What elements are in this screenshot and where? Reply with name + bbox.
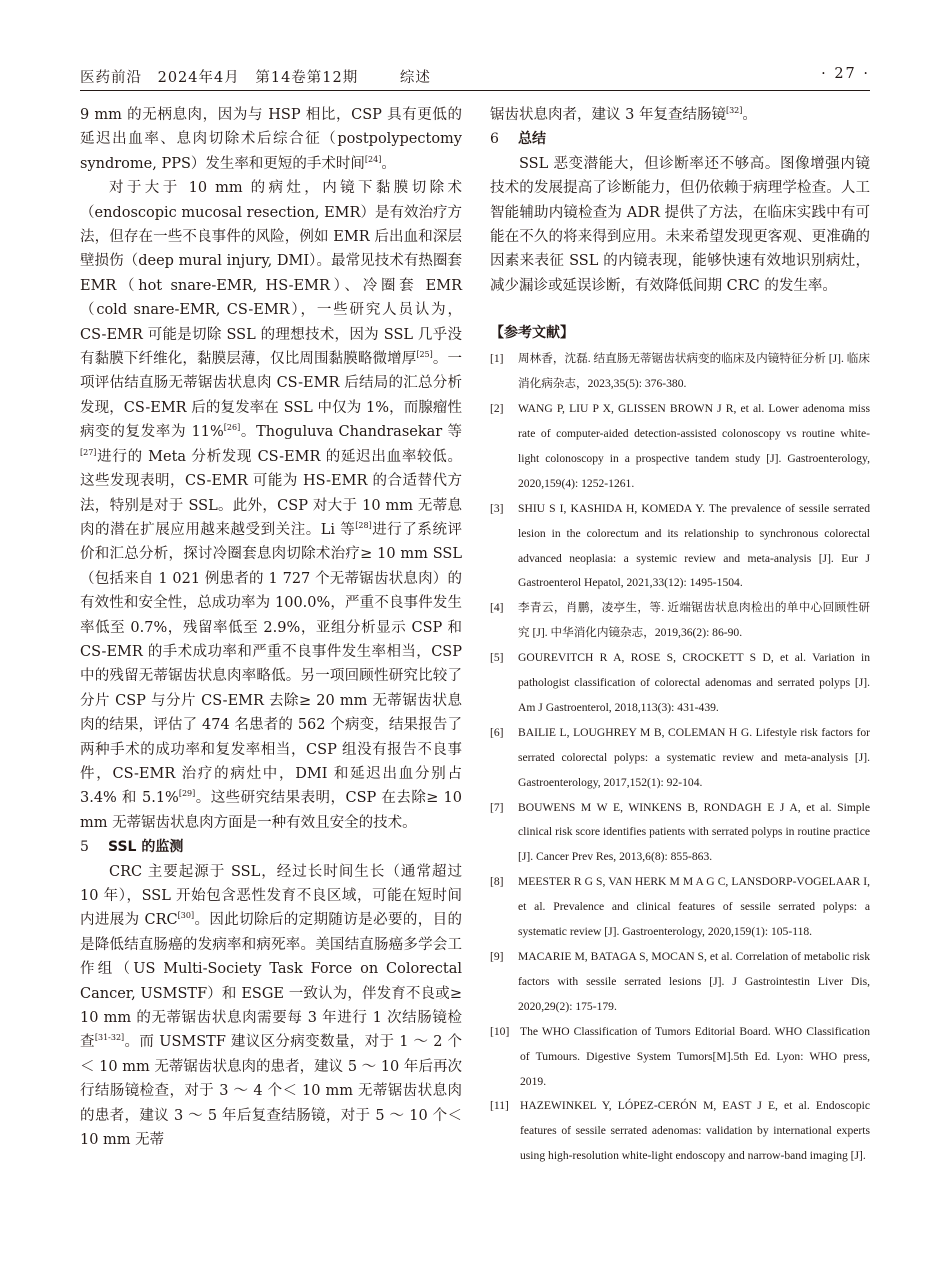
left-column [80,103,462,1152]
citation-marker: [32] [725,106,743,115]
reference-text: SHIU S I, KASHIDA H, KOMEDA Y. The prevalence of sessile serrated lesion in the colorectum and its relationship to synchronous colorectal advanced neoplasia: a systemic review and meta-analysis [J]. Eur J Gastroenterol Hepatol, 2021,33(12): 1495-1504. [518,501,870,590]
reference-text: HAZEWINKEL Y, LÓPEZ-CERÓN M, EAST J E, et al. Endoscopic features of sessile serrated adenomas: validation by international experts using high-resolution white-light endoscopy and narrow-band imaging [J]. [520,1099,870,1163]
body-paragraph [80,103,462,176]
text-run: 。这些研究结果表明，CSP 在去除≥ 10 mm 无蒂锯齿状息肉方面是一种有效且安全的技术。 [80,790,462,831]
issue-date: 2024年4月 [157,70,240,86]
body-paragraph [80,176,462,835]
reference-entry [490,596,870,646]
reference-text: 周林香，沈磊. 结直肠无蒂锯齿状病变的临床及内镜特征分析 [J]. 临床消化病杂志，2023,35(5): 376-380. [518,352,870,391]
text-run: 对于大于 10 mm 的病灶，内镜下黏膜切除术（endoscopic mucosal resection, EMR）是有效治疗方法，但存在一些不良事件的风险，例如 EMR 后出血和深层壁损伤（deep mural injury, DMI）。最常见技术有热圈套 EMR（hot snare-EMR, HS-EMR）、冷圈套 EMR（cold snare-EMR, CS-EMR），一些研究人员认为，CS-EMR 可能是切除 SSL 的理想技术，因为 SSL 几乎没有黏膜下纤维化，黏膜层薄，仅比周围黏膜略微增厚 [80,180,462,368]
reference-entry [490,1020,870,1095]
text-run: 。 [742,107,757,123]
reference-number: [11] [490,1099,509,1113]
citation-marker: [31-32] [94,1033,125,1043]
text-run: 。而 USMSTF 建议区分病变数量，对于 1 ～ 2 个＜ 10 mm 无蒂锯齿状息肉的患者，建议 5 ～ 10 年后再次行结肠镜检查，对于 3 ～ 4 个＜ 10 mm 无蒂锯齿状息肉的患者，建议 3 ～ 5 年后复查结肠镜，对于 5 ～ 10 个＜ 10 mm 无蒂 [80,1034,462,1149]
text-run: 9 mm 的无柄息肉，因为与 HSP 相比，CSP 具有更低的延迟出血率、息肉切除术后综合征（postpolypectomy syndrome, PPS）发生率和更短的手术时间 [80,107,462,172]
volume-issue: 第14卷第12期 [255,70,359,86]
reference-entry [490,945,870,1020]
reference-text: GOUREVITCH R A, ROSE S, CROCKETT S D, et al. Variation in pathologist classification of colorectal adenomas and serrated polyps [J]. Am J Gastroenterol, 2018,113(3): 431-439. [518,651,870,714]
citation-marker: [25] [416,350,433,360]
running-header [80,60,870,91]
citation-marker: [24] [364,154,382,164]
reference-entry [490,646,870,721]
reference-entry [490,796,870,871]
text-run: 。Thoguluva Chandrasekar 等 [240,424,462,441]
reference-number: [3] [490,501,504,515]
reference-text: MACARIE M, BATAGA S, MOCAN S, et al. Correlation of metabolic risk factors with sessile serrated lesions [J]. J Gastrointestin Liver Dis, 2020,29(2): 175-179. [518,950,870,1013]
citation-marker: [30] [177,911,195,921]
text-run: 。 [381,155,396,172]
section-heading [490,127,870,151]
reference-text: 李青云，肖鹏，凌亭生，等. 近端锯齿状息肉检出的单中心回顾性研究 [J]. 中华消化内镜杂志，2019,36(2): 86-90. [518,601,870,640]
body-paragraph [490,152,870,298]
reference-text: MEESTER R G S, VAN HERK M M A G C, LANSDORP-VOGELAAR I, et al. Prevalence and clinical features of sessile serrated polyps: a systematic review [J]. Gastroenterology, 2020,159(1): 105-118. [518,875,870,939]
text-run: CRC 主要起源于 SSL，经过长时间生长（通常超过 10 年），SSL 开始包含恶性发育不良区域，可能在短时间内进展为 CRC [80,863,462,929]
reference-text: BAILIE L, LOUGHREY M B, COLEMAN H G. Lifestyle risk factors for serrated colorectal polyps: a systematic review and meta-analysis [J]. Gastroenterology, 2017,152(1): 92-104. [518,725,870,789]
citation-marker: [28] [355,520,372,530]
right-column [490,103,870,1169]
citation-marker: [27] [80,447,97,457]
citation-marker: [29] [178,789,196,799]
section-number: 6 [490,131,499,148]
reference-number: [10] [490,1024,510,1038]
reference-entry [490,1094,870,1169]
section-heading [80,835,462,859]
section-number: 5 [80,839,89,856]
reference-entry [490,347,870,397]
reference-number: [4] [490,601,504,615]
reference-number: [8] [490,875,504,889]
text-run: 。因此切除后的定期随访是必要的，目的是降低结直肠癌的发病率和病死率。美国结直肠癌多学会工作组（US Multi-Society Task Force on Colorectal Cancer, USMSTF）和 ESGE 一致认为，伴发育不良或≥ 10 mm 的无蒂锯齿状息肉需要每 3 年进行 1 次结肠镜检查 [80,912,463,1051]
page-number: · 27 · [821,66,870,82]
text-run: 进行了系统评价和汇总分析，探讨冷圈套息肉切除术治疗≥ 10 mm SSL（包括来自 1 021 例患者的 1 727 个无蒂锯齿状息肉）的有效性和安全性，总成功率为 100.0%，严重不良事件发生率低至 0.7%，残留率低至 2.9%，亚组分析显示 CSP 和 CS-EMR 的手术成功率和严重不良事件发生率相当，CSP 中的残留无蒂锯齿状息肉率略低。另一项回顾性研究比较了分片 CSP 与分片 CS-EMR 去除≥ 20 mm 无蒂锯齿状息肉的结果，评估了 474 名患者的 562 个病变，结果报告了两种手术的成功率和复发率相当，CSP 组没有报告不良事件，CS-EMR 治疗的病灶中，DMI 和延迟出血分别占 3.4% 和 5.1% [80,521,463,807]
reference-text: BOUWENS M W E, WINKENS B, RONDAGH E J A, et al. Simple clinical risk score identifies patients with serrated polyps in routine practice [J]. Cancer Prev Res, 2013,6(8): 855-863. [518,800,870,864]
text-run: 锯齿状息肉者，建议 3 年复查结肠镜 [490,107,726,123]
text-run: SSL 恶变潜能大，但诊断率还不够高。图像增强内镜技术的发展提高了诊断能力，但仍依赖于病理学检查。人工智能辅助内镜检查为 ADR 提供了方法，在临床实践中有可能在不久的将来得到应用。未来希望发现更客观、更准确的因素来表征 SSL 的内镜表现，能够快速有效地识别病灶，减少漏诊或延误诊断，有效降低间期 CRC 的发生率。 [490,155,870,294]
reference-number: [5] [490,651,504,665]
reference-entry [490,397,870,497]
reference-text: WANG P, LIU P X, GLISSEN BROWN J R, et al. Lower adenoma miss rate of computer-aided detection-assisted colonoscopy vs routine white-light colonoscopy in a prospective tandem study [J]. Gastroenterology, 2020,159(4): 1252-1261. [518,402,870,490]
text-run: 。一项评估结直肠无蒂锯齿状息肉 CS-EMR 后结局的汇总分析发现，CS-EMR 后的复发率在 SSL 中仅为 1%，而腺瘤性病变的复发率为 11% [80,351,463,441]
reference-entry [490,870,870,945]
reference-text: The WHO Classification of Tumors Editorial Board. WHO Classification of Tumours. Digestive System Tumors[M].5th Ed. Lyon: WHO press, 2019. [520,1024,870,1088]
section-title: SSL 的监测 [108,839,184,856]
reference-number: [9] [490,950,504,963]
header-journal-info [80,66,441,87]
reference-entry [490,721,870,796]
text-run: 进行的 Meta 分析发现 CS-EMR 的延迟出血率较低。这些发现表明，CS-EMR 可能为 HS-EMR 的合适替代方法，特别是对于 SSL。此外，CSP 对大于 10 mm 无蒂息肉的潜在扩展应用越来越受到关注。Li 等 [80,448,462,538]
reference-number: [6] [490,725,504,739]
reference-number: [2] [490,402,504,416]
journal-name: 医药前沿 [80,70,142,86]
reference-list [490,347,870,1169]
citation-marker: [26] [223,423,241,433]
body-paragraph [490,103,870,127]
reference-entry [490,497,870,597]
references-title: 【参考文献】 [490,325,574,342]
reference-number: [7] [490,800,504,814]
section-title: 总结 [518,131,546,148]
reference-number: [1] [490,352,504,366]
body-paragraph [80,860,462,1153]
article-section: 综述 [399,70,431,86]
